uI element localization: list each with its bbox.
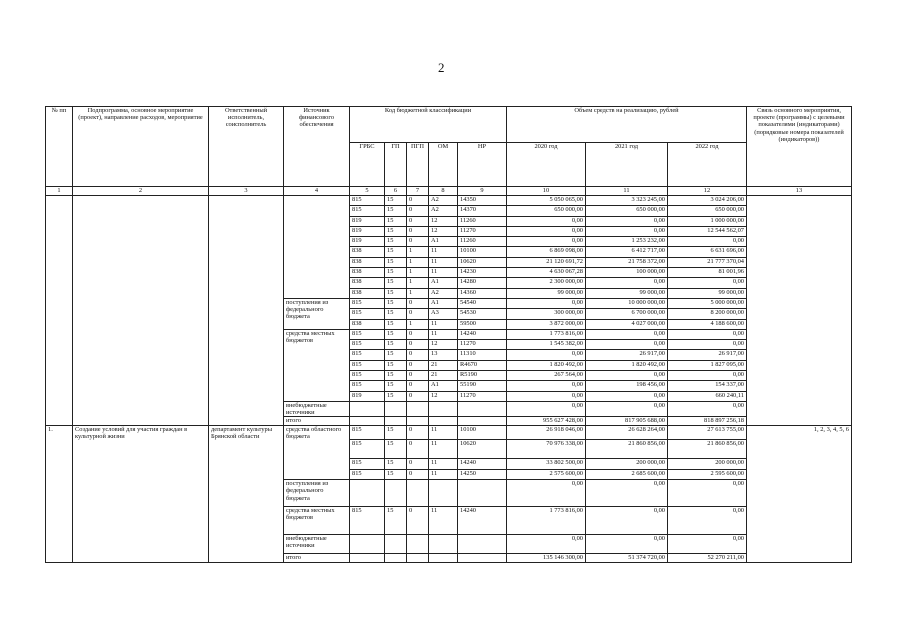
section-responsible-cell: департамент культуры Брянской области <box>209 426 284 563</box>
amount-2020-cell: 70 976 338,00 <box>507 440 586 459</box>
amount-2021-cell: 0,00 <box>586 329 668 339</box>
section-indicators-cell: 1, 2, 3, 4, 5, 6 <box>747 426 852 563</box>
amount-2021-cell: 0,00 <box>586 391 668 401</box>
amount-2021-cell: 21 860 856,00 <box>586 440 668 459</box>
gp-cell: 15 <box>385 257 407 267</box>
gp-cell: 15 <box>385 470 407 480</box>
amount-cell: 0,00 <box>586 480 668 507</box>
amount-2022-cell: 0,00 <box>668 278 747 288</box>
table-row <box>46 196 852 206</box>
total-amount-cell: 818 897 256,18 <box>668 417 747 426</box>
column-number-cell: 12 <box>668 187 747 196</box>
column-number-row <box>46 187 852 196</box>
amount-2021-cell: 3 323 245,00 <box>586 196 668 206</box>
pgp-cell: 0 <box>407 360 429 370</box>
total-amount-cell: 135 146 300,00 <box>507 554 586 563</box>
om-cell: А1 <box>429 237 458 247</box>
page-number: 2 <box>438 60 445 75</box>
header-responsible: Ответственный исполнитель, соисполнитель <box>209 107 284 187</box>
gp-cell: 15 <box>385 329 407 339</box>
gp-cell: 15 <box>385 319 407 329</box>
amount-2020-cell: 2 575 600,00 <box>507 470 586 480</box>
om-cell: А3 <box>429 309 458 319</box>
pgp-cell: 0 <box>407 507 429 535</box>
grbs-cell: 819 <box>350 216 385 226</box>
nr-cell <box>458 535 507 554</box>
source-extra-cell: внебюджетные источники <box>284 535 350 554</box>
pgp-cell: 0 <box>407 298 429 308</box>
amount-2021-cell: 1 820 492,00 <box>586 360 668 370</box>
section-num-cell: 1. <box>46 426 73 563</box>
grbs-cell: 838 <box>350 319 385 329</box>
amount-cell: 0,00 <box>668 535 747 554</box>
pgp-cell: 0 <box>407 350 429 360</box>
amount-cell: 0,00 <box>586 535 668 554</box>
grbs-cell: 815 <box>350 381 385 391</box>
grbs-cell: 838 <box>350 288 385 298</box>
nr-cell: 11260 <box>458 216 507 226</box>
grbs-cell <box>350 554 385 563</box>
nr-cell: 11270 <box>458 226 507 236</box>
pgp-cell: 1 <box>407 288 429 298</box>
column-number-cell: 9 <box>458 187 507 196</box>
amount-2021-cell: 4 027 000,00 <box>586 319 668 329</box>
amount-2021-cell: 26 628 264,00 <box>586 426 668 440</box>
source-cell <box>284 196 350 299</box>
pgp-cell: 0 <box>407 340 429 350</box>
amount-2021-cell: 0,00 <box>586 371 668 381</box>
amount-2022-cell: 6 631 696,00 <box>668 247 747 257</box>
amount-2020-cell: 6 869 098,00 <box>507 247 586 257</box>
grbs-cell: 838 <box>350 247 385 257</box>
gp-cell: 15 <box>385 278 407 288</box>
amount-2021-cell: 21 758 372,00 <box>586 257 668 267</box>
gp-cell: 15 <box>385 426 407 440</box>
amount-2022-cell: 200 000,00 <box>668 459 747 470</box>
grbs-cell: 815 <box>350 309 385 319</box>
table-row <box>46 426 852 440</box>
pgp-cell: 0 <box>407 216 429 226</box>
grbs-cell: 838 <box>350 278 385 288</box>
om-cell: 11 <box>429 247 458 257</box>
pgp-cell: 0 <box>407 309 429 319</box>
nr-cell: 11260 <box>458 237 507 247</box>
amount-2022-cell: 154 337,00 <box>668 381 747 391</box>
amount-2020-cell: 0,00 <box>507 298 586 308</box>
nr-cell: R4670 <box>458 360 507 370</box>
nr-cell: 14360 <box>458 288 507 298</box>
source-federal-cell: поступления из федерального бюджета <box>284 298 350 329</box>
gp-cell: 15 <box>385 298 407 308</box>
om-cell: А2 <box>429 206 458 216</box>
nr-cell: 10100 <box>458 426 507 440</box>
gp-cell: 15 <box>385 268 407 278</box>
grbs-cell: 815 <box>350 298 385 308</box>
pgp-cell: 0 <box>407 371 429 381</box>
om-cell <box>429 417 458 426</box>
gp-cell: 15 <box>385 371 407 381</box>
gp-cell: 15 <box>385 237 407 247</box>
nr-cell: 11270 <box>458 391 507 401</box>
amount-2020-cell: 26 918 046,00 <box>507 426 586 440</box>
amount-2020-cell: 300 000,00 <box>507 309 586 319</box>
header-year-2020: 2020 год <box>507 143 586 187</box>
pgp-cell <box>407 480 429 507</box>
grbs-cell <box>350 535 385 554</box>
amount-2022-cell: 26 917,00 <box>668 350 747 360</box>
amount-2020-cell: 0,00 <box>507 381 586 391</box>
header-om: ОМ <box>429 143 458 187</box>
nr-cell: 10620 <box>458 257 507 267</box>
column-number-cell: 10 <box>507 187 586 196</box>
amount-2022-cell: 0,00 <box>668 507 747 535</box>
column-number-cell: 7 <box>407 187 429 196</box>
grbs-cell <box>350 401 385 416</box>
amount-2021-cell: 100 000,00 <box>586 268 668 278</box>
pgp-cell: 0 <box>407 196 429 206</box>
grbs-cell: 815 <box>350 206 385 216</box>
pgp-cell: 1 <box>407 247 429 257</box>
column-number-cell: 3 <box>209 187 284 196</box>
grbs-cell: 815 <box>350 360 385 370</box>
amount-2021-cell: 200 000,00 <box>586 459 668 470</box>
source-federal-cell: поступления из федерального бюджета <box>284 480 350 507</box>
om-cell: 11 <box>429 470 458 480</box>
source-extra-cell: внебюджетные источники <box>284 401 350 416</box>
total-label-cell: итого <box>284 417 350 426</box>
header-gp: ГП <box>385 143 407 187</box>
grbs-cell: 815 <box>350 459 385 470</box>
amount-cell: 0,00 <box>507 535 586 554</box>
num-cell <box>46 196 73 426</box>
pgp-cell: 1 <box>407 278 429 288</box>
grbs-cell: 819 <box>350 391 385 401</box>
amount-2020-cell: 0,00 <box>507 226 586 236</box>
amount-2021-cell: 1 253 232,00 <box>586 237 668 247</box>
column-number-cell: 11 <box>586 187 668 196</box>
om-cell <box>429 554 458 563</box>
amount-2021-cell: 26 917,00 <box>586 350 668 360</box>
gp-cell: 15 <box>385 391 407 401</box>
nr-cell: 14230 <box>458 268 507 278</box>
nr-cell: 10100 <box>458 247 507 257</box>
om-cell: 13 <box>429 350 458 360</box>
nr-cell: R5190 <box>458 371 507 381</box>
grbs-cell: 819 <box>350 226 385 236</box>
column-number-cell: 5 <box>350 187 385 196</box>
amount-2022-cell: 12 544 562,07 <box>668 226 747 236</box>
grbs-cell: 815 <box>350 426 385 440</box>
column-number-cell: 2 <box>73 187 209 196</box>
gp-cell: 15 <box>385 340 407 350</box>
om-cell: 12 <box>429 391 458 401</box>
pgp-cell: 1 <box>407 257 429 267</box>
indicators-cell <box>747 196 852 426</box>
amount-2021-cell: 0,00 <box>586 278 668 288</box>
amount-2021-cell: 650 000,00 <box>586 206 668 216</box>
grbs-cell: 815 <box>350 371 385 381</box>
source-local-cell: средства местных бюджетов <box>284 507 350 535</box>
amount-2021-cell: 99 000,00 <box>586 288 668 298</box>
grbs-cell: 815 <box>350 440 385 459</box>
om-cell <box>429 480 458 507</box>
amount-2022-cell: 21 777 370,04 <box>668 257 747 267</box>
amount-2021-cell: 6 700 000,00 <box>586 309 668 319</box>
grbs-cell: 815 <box>350 470 385 480</box>
amount-2022-cell: 660 240,11 <box>668 391 747 401</box>
amount-2022-cell: 2 595 600,00 <box>668 470 747 480</box>
header-source: Источник финансового обеспечения <box>284 107 350 187</box>
nr-cell: 10620 <box>458 440 507 459</box>
pgp-cell: 0 <box>407 329 429 339</box>
amount-2022-cell: 21 860 856,00 <box>668 440 747 459</box>
pgp-cell: 1 <box>407 319 429 329</box>
nr-cell: 14370 <box>458 206 507 216</box>
amount-2021-cell: 0,00 <box>586 216 668 226</box>
om-cell: 12 <box>429 216 458 226</box>
amount-2020-cell: 1 820 492,00 <box>507 360 586 370</box>
amount-2022-cell: 650 000,00 <box>668 206 747 216</box>
pgp-cell <box>407 401 429 416</box>
pgp-cell: 1 <box>407 268 429 278</box>
source-regional-cell: средства областного бюджета <box>284 426 350 480</box>
amount-2020-cell: 0,00 <box>507 350 586 360</box>
header-grbs: ГРБС <box>350 143 385 187</box>
grbs-cell: 819 <box>350 237 385 247</box>
amount-2021-cell: 2 685 600,00 <box>586 470 668 480</box>
amount-2020-cell: 0,00 <box>507 216 586 226</box>
pgp-cell: 0 <box>407 459 429 470</box>
om-cell <box>429 401 458 416</box>
om-cell: А1 <box>429 298 458 308</box>
amount-2021-cell: 0,00 <box>586 226 668 236</box>
gp-cell: 15 <box>385 196 407 206</box>
gp-cell: 15 <box>385 226 407 236</box>
amount-2021-cell: 6 412 717,00 <box>586 247 668 257</box>
nr-cell <box>458 554 507 563</box>
nr-cell: 14280 <box>458 278 507 288</box>
om-cell: 12 <box>429 226 458 236</box>
om-cell: А1 <box>429 278 458 288</box>
amount-2020-cell: 267 564,00 <box>507 371 586 381</box>
amount-2020-cell: 1 545 382,00 <box>507 340 586 350</box>
grbs-cell: 838 <box>350 257 385 267</box>
nr-cell: 14350 <box>458 196 507 206</box>
gp-cell: 15 <box>385 288 407 298</box>
amount-2022-cell: 5 000 000,00 <box>668 298 747 308</box>
gp-cell: 15 <box>385 216 407 226</box>
nr-cell: 14240 <box>458 329 507 339</box>
amount-cell: 0,00 <box>586 401 668 416</box>
om-cell: 11 <box>429 459 458 470</box>
amount-cell: 0,00 <box>668 480 747 507</box>
nr-cell: 54540 <box>458 298 507 308</box>
amount-2022-cell: 0,00 <box>668 329 747 339</box>
header-pgp: ПГП <box>407 143 429 187</box>
section-program-cell: Создание условий для участия граждан в культурной жизни <box>73 426 209 563</box>
amount-2021-cell: 10 000 000,00 <box>586 298 668 308</box>
total-amount-cell: 955 627 428,00 <box>507 417 586 426</box>
header-indicators-link: Связь основного мероприятия, проекте (программы) с целевыми показателями (индикаторами) (порядковые номера показателей (индикаторов)) <box>747 107 852 187</box>
grbs-cell: 815 <box>350 350 385 360</box>
amount-2020-cell: 1 773 816,00 <box>507 329 586 339</box>
gp-cell: 15 <box>385 350 407 360</box>
amount-cell: 0,00 <box>668 401 747 416</box>
pgp-cell: 0 <box>407 226 429 236</box>
amount-2022-cell: 8 200 000,00 <box>668 309 747 319</box>
grbs-cell: 815 <box>350 340 385 350</box>
amount-2022-cell: 0,00 <box>668 371 747 381</box>
om-cell: А2 <box>429 288 458 298</box>
amount-2021-cell: 198 456,00 <box>586 381 668 391</box>
amount-2022-cell: 1 827 095,00 <box>668 360 747 370</box>
gp-cell <box>385 417 407 426</box>
om-cell: 11 <box>429 268 458 278</box>
gp-cell: 15 <box>385 381 407 391</box>
nr-cell: 14240 <box>458 459 507 470</box>
nr-cell: 55190 <box>458 381 507 391</box>
om-cell: 21 <box>429 371 458 381</box>
nr-cell: 14240 <box>458 507 507 535</box>
om-cell: 11 <box>429 440 458 459</box>
header-nr: НР <box>458 143 507 187</box>
grbs-cell <box>350 417 385 426</box>
amount-2022-cell: 0,00 <box>668 340 747 350</box>
amount-2020-cell: 3 872 000,00 <box>507 319 586 329</box>
grbs-cell <box>350 480 385 507</box>
gp-cell: 15 <box>385 440 407 459</box>
nr-cell: 14250 <box>458 470 507 480</box>
amount-2022-cell: 27 613 755,00 <box>668 426 747 440</box>
om-cell <box>429 535 458 554</box>
amount-2022-cell: 4 188 600,00 <box>668 319 747 329</box>
pgp-cell: 0 <box>407 470 429 480</box>
om-cell: 11 <box>429 426 458 440</box>
source-local-cell: средства местных бюджетов <box>284 329 350 401</box>
column-number-cell: 8 <box>429 187 458 196</box>
column-number-cell: 13 <box>747 187 852 196</box>
gp-cell: 15 <box>385 309 407 319</box>
gp-cell <box>385 401 407 416</box>
nr-cell <box>458 401 507 416</box>
om-cell: 11 <box>429 319 458 329</box>
header-num: № пп <box>46 107 73 187</box>
nr-cell: 11310 <box>458 350 507 360</box>
amount-2020-cell: 21 120 691,72 <box>507 257 586 267</box>
amount-2020-cell: 4 630 067,28 <box>507 268 586 278</box>
grbs-cell: 815 <box>350 329 385 339</box>
total-amount-cell: 52 270 211,00 <box>668 554 747 563</box>
pgp-cell: 0 <box>407 381 429 391</box>
responsible-cell <box>209 196 284 426</box>
header-volume: Объем средств на реализацию, рублей <box>507 107 747 143</box>
nr-cell <box>458 480 507 507</box>
om-cell: 11 <box>429 507 458 535</box>
amount-2022-cell: 0,00 <box>668 237 747 247</box>
header-year-2022: 2022 год <box>668 143 747 187</box>
om-cell: 21 <box>429 360 458 370</box>
amount-2020-cell: 2 300 000,00 <box>507 278 586 288</box>
pgp-cell <box>407 535 429 554</box>
total-label-cell: итого <box>284 554 350 563</box>
gp-cell: 15 <box>385 360 407 370</box>
pgp-cell: 0 <box>407 237 429 247</box>
amount-2021-cell: 0,00 <box>586 340 668 350</box>
pgp-cell: 0 <box>407 391 429 401</box>
nr-cell: 54530 <box>458 309 507 319</box>
column-number-cell: 6 <box>385 187 407 196</box>
header-budget-code: Код бюджетной классификации <box>350 107 507 143</box>
gp-cell <box>385 480 407 507</box>
amount-2022-cell: 81 001,96 <box>668 268 747 278</box>
nr-cell: 11270 <box>458 340 507 350</box>
pgp-cell: 0 <box>407 206 429 216</box>
column-number-cell: 1 <box>46 187 73 196</box>
header-year-2021: 2021 год <box>586 143 668 187</box>
amount-2020-cell: 0,00 <box>507 391 586 401</box>
nr-cell <box>458 417 507 426</box>
amount-2020-cell: 0,00 <box>507 237 586 247</box>
gp-cell: 15 <box>385 206 407 216</box>
grbs-cell: 815 <box>350 196 385 206</box>
gp-cell <box>385 535 407 554</box>
amount-2020-cell: 1 773 816,00 <box>507 507 586 535</box>
om-cell: 11 <box>429 257 458 267</box>
nr-cell: 59500 <box>458 319 507 329</box>
amount-2022-cell: 3 024 206,00 <box>668 196 747 206</box>
pgp-cell <box>407 417 429 426</box>
pgp-cell: 0 <box>407 440 429 459</box>
gp-cell: 15 <box>385 459 407 470</box>
grbs-cell: 838 <box>350 268 385 278</box>
pgp-cell: 0 <box>407 426 429 440</box>
header-program: Подпрограмма, основное мероприятие (проект), направление расходов, мероприятие <box>73 107 209 187</box>
program-cell <box>73 196 209 426</box>
gp-cell: 15 <box>385 507 407 535</box>
pgp-cell <box>407 554 429 563</box>
amount-2021-cell: 0,00 <box>586 507 668 535</box>
column-number-cell: 4 <box>284 187 350 196</box>
grbs-cell: 815 <box>350 507 385 535</box>
om-cell: 11 <box>429 329 458 339</box>
gp-cell <box>385 554 407 563</box>
om-cell: А1 <box>429 381 458 391</box>
amount-2020-cell: 5 050 065,00 <box>507 196 586 206</box>
budget-table <box>45 106 852 563</box>
total-amount-cell: 51 374 720,00 <box>586 554 668 563</box>
amount-cell: 0,00 <box>507 480 586 507</box>
gp-cell: 15 <box>385 247 407 257</box>
amount-2020-cell: 650 000,00 <box>507 206 586 216</box>
amount-cell: 0,00 <box>507 401 586 416</box>
amount-2020-cell: 99 000,00 <box>507 288 586 298</box>
om-cell: 12 <box>429 340 458 350</box>
amount-2020-cell: 33 802 500,00 <box>507 459 586 470</box>
total-amount-cell: 817 905 688,00 <box>586 417 668 426</box>
amount-2022-cell: 1 000 000,00 <box>668 216 747 226</box>
amount-2022-cell: 99 000,00 <box>668 288 747 298</box>
om-cell: А2 <box>429 196 458 206</box>
